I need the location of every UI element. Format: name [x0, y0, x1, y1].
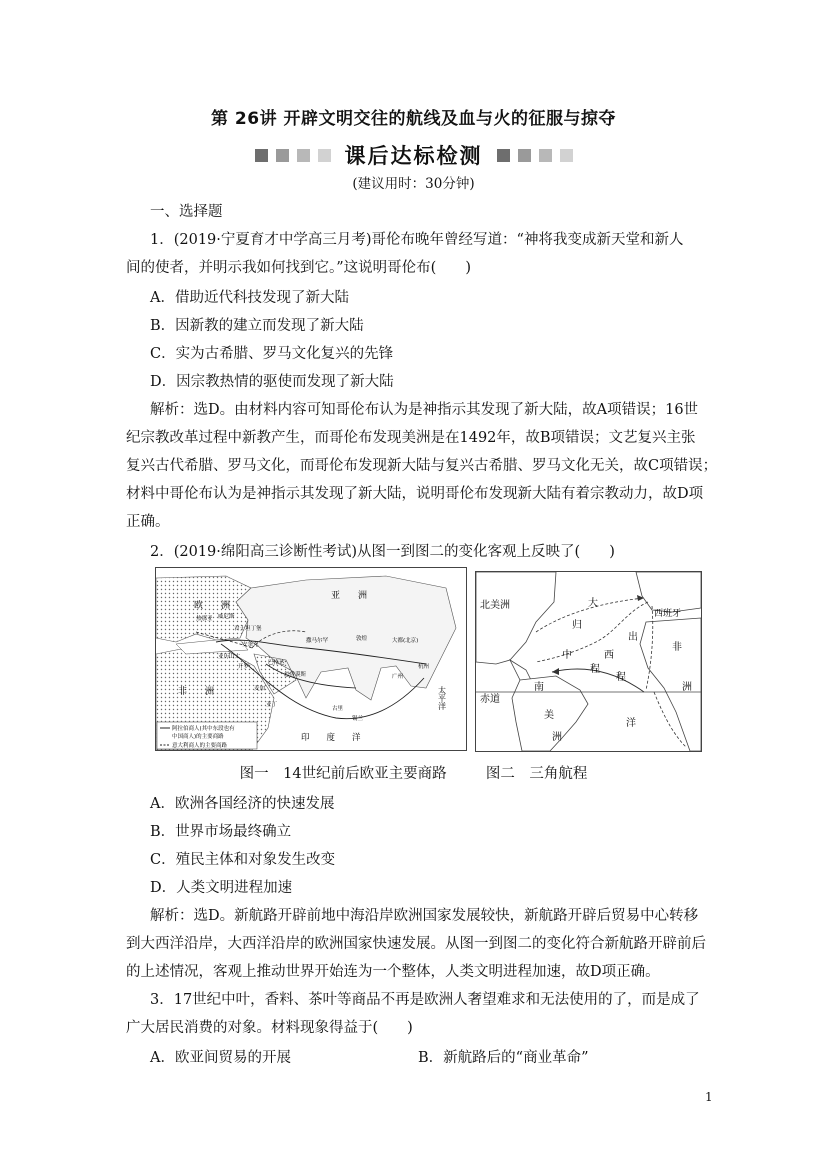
q1-stem-line1: 1．(2019·宁夏育才中学高三月考)哥伦布晚年曾经写道：“神将我变成新天堂和新人 [150, 232, 684, 248]
map1-city-label: 巴格达 [268, 660, 285, 666]
map2-middle-label: 程 [590, 664, 600, 675]
map1-city-label: 威尼斯 [218, 614, 235, 620]
map1-europe-label: 欧 洲 [194, 601, 231, 611]
banner-square [297, 149, 310, 162]
section-heading: 一、选择题 [150, 204, 223, 220]
map1-pacific-label: 太平洋 [437, 686, 447, 710]
map1-legend-text: 意大利商人的主要商路 [172, 743, 228, 749]
q2-option-a: A．欧洲各国经济的快速发展 [150, 796, 335, 812]
map2-south-america-label: 美 [544, 710, 554, 721]
map2-route-label: 出 [628, 632, 638, 643]
banner-square [276, 149, 289, 162]
map1-city-label: 忽鲁谟斯 [284, 672, 307, 678]
q2-option-c: C．殖民主体和对象发生改变 [150, 852, 336, 868]
banner-square [539, 149, 552, 162]
q1-option-b: B．因新教的建立而发现了新大陆 [150, 318, 364, 334]
q2-explanation-line: 解析：选D。新航路开辟前地中海沿岸欧洲国家发展较快，新航路开辟后贸易中心转移 [150, 908, 699, 924]
map2-atlantic-label: 洋 [626, 718, 636, 729]
map2-africa-label: 洲 [682, 682, 692, 693]
map2-spain-label: 西班牙 [654, 609, 682, 619]
q3-stem-line1: 3．17世纪中叶，香料、茶叶等商品不再是欧洲人奢望难求和无法使用的了，而是成了 [150, 992, 700, 1008]
map1-city-label: 大都(北京) [392, 638, 419, 644]
banner-square [318, 149, 331, 162]
q3-option-b: B．新航路后的“商业革命” [418, 1050, 589, 1066]
q3-stem-line2: 广大居民消费的对象。材料现象得益于( ) [126, 1020, 413, 1036]
q1-explanation-line: 解析：选D。由材料内容可知哥伦布认为是神指示其发现了新大陆，故A项错误；16世 [150, 402, 699, 418]
q1-option-c: C．实为古希腊、罗马文化复兴的先锋 [150, 346, 394, 362]
map1-city-label: 杭州 [418, 664, 430, 670]
map1-city-label: 亚历山大 [218, 654, 241, 660]
q1-explanation-line: 正确。 [126, 514, 170, 530]
map2-route-label: 程 [616, 672, 626, 683]
map-eurasia-trade-routes [155, 567, 467, 751]
map1-city-label: 君士坦丁堡 [234, 626, 262, 632]
map1-legend-text: 中国商人)的主要商路 [172, 734, 224, 740]
q2-explanation-line: 的上述情况，客观上推动世界开始连为一个整体，人类文明进程加速，故D项正确。 [126, 964, 660, 980]
map2-equator-label: 赤道 [480, 694, 500, 705]
map1-asia-label: 亚 洲 [331, 591, 368, 601]
map1-africa-label: 非 洲 [178, 687, 215, 697]
banner-text: 课后达标检测 [344, 144, 483, 168]
map1-city-label: 安条克 [242, 642, 259, 648]
banner-square [560, 149, 573, 162]
map1-indian-ocean-label: 印 度 洋 [301, 733, 361, 743]
section-banner [0, 140, 827, 170]
q1-explanation-line: 纪宗教改革过程中新教产生，而哥伦布发现美洲是在1492年，故B项错误；文艺复兴主张 [126, 430, 696, 446]
map1-city-label: 锡兰 [352, 716, 364, 722]
map1-city-label: 撒马尔罕 [306, 638, 329, 644]
map2-south-america-label: 洲 [552, 732, 562, 743]
q2-option-b: B．世界市场最终确立 [150, 824, 292, 840]
q1-explanation-line: 材料中哥伦布认为是神指示其发现了新大陆，说明哥伦布发现新大陆有着宗教动力，故D项 [126, 486, 704, 502]
q1-option-d: D．因宗教热情的驱使而发现了新大陆 [150, 374, 394, 390]
q3-option-a: A．欧亚间贸易的开展 [150, 1050, 291, 1066]
banner-square [255, 149, 268, 162]
q1-option-a: A．借助近代科技发现了新大陆 [150, 290, 349, 306]
map2-africa-label: 非 [672, 642, 682, 653]
banner-square [497, 149, 510, 162]
map2-route-label: 归 [572, 620, 582, 631]
map1-city-label: 古里 [332, 706, 344, 712]
map1-city-label: 敦煌 [356, 636, 368, 642]
q2-option-d: D．人类文明进程加速 [150, 880, 293, 896]
banner-square [518, 149, 531, 162]
map1-city-label: 麦加 [254, 686, 266, 692]
time-hint: (建议用时：30分钟) [352, 176, 475, 192]
map2-north-america-label: 北美洲 [480, 600, 510, 611]
map1-city-label: 亚丁 [266, 702, 278, 708]
map2-atlantic-label: 大 [588, 598, 598, 609]
caption-figure-1: 图一 14世纪前后欧亚主要商路 [239, 766, 447, 782]
map1-city-label: 广州 [392, 674, 404, 680]
q1-stem-line2: 间的使者，并明示我如何找到它。”这说明哥伦布( ) [126, 260, 471, 276]
map2-middle-label: 中 [562, 650, 572, 661]
page-number: 1 [705, 1090, 713, 1104]
map1-legend-text: 阿拉伯商人(其中东段也有 [172, 726, 235, 732]
map1-city-label: 热那亚 [196, 616, 213, 622]
q2-stem: 2．(2019·绵阳高三诊断性考试)从图一到图二的变化客观上反映了( ) [150, 544, 615, 560]
q2-explanation-line: 到大西洋沿岸，大西洋沿岸的欧洲国家快速发展。从图一到图二的变化符合新航路开辟前后 [126, 936, 706, 952]
caption-figure-2: 图二 三角航程 [485, 766, 588, 782]
map2-south-america-label: 南 [534, 682, 544, 693]
q1-explanation-line: 复兴古代希腊、罗马文化，而哥伦布发现新大陆与复兴古希腊、罗马文化无关，故C项错误； [126, 458, 718, 474]
map-triangular-trade [475, 571, 702, 752]
page-title: 第 26讲 开辟文明交往的航线及血与火的征服与掠夺 [211, 109, 616, 129]
map1-city-label: 开罗 [238, 664, 250, 670]
figure-caption [0, 762, 827, 783]
map2-atlantic-label: 西 [604, 650, 614, 661]
